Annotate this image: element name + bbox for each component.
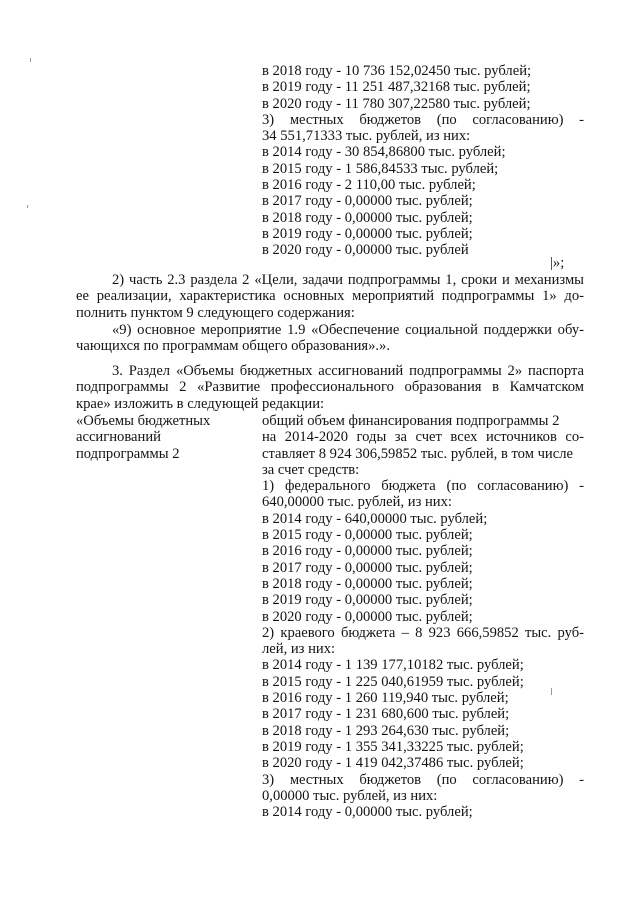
value-line: в 2018 году - 1 293 264,630 тыс. рублей; [262,722,510,739]
value-line: в 2017 году - 0,00000 тыс. рублей; [262,559,473,576]
paragraph-line: 3. Раздел «Объемы бюджетных ассигнований подпрограммы 2» паспорта [112,363,584,379]
value-line: в 2018 году - 0,00000 тыс. рублей; [262,575,473,592]
value-line: ставляет 8 924 306,59852 тыс. рублей, в том числе [262,445,573,462]
list-item: в 2018 году - 10 736 152,02450 тыс. рублей; [262,63,532,79]
list-item: в 2019 году - 0,00000 тыс. рублей; [262,225,473,242]
value-line: в 2014 году - 0,00000 тыс. рублей; [262,804,473,821]
value-line: на 2014-2020 годы за счет всех источников со- [262,429,584,446]
value-line: в 2015 году - 1 225 040,61959 тыс. рублей; [262,673,524,690]
amendment-item-3 [76,363,584,412]
value-line: в 2016 году - 0,00000 тыс. рублей; [262,543,473,560]
value-line: в 2017 году - 1 231 680,600 тыс. рублей; [262,706,510,723]
label-line: ассигнований [76,429,161,446]
passport-field-label [76,413,246,462]
value-line: в 2015 году - 0,00000 тыс. рублей; [262,527,473,544]
paragraph-line: «9) основное мероприятие 1.9 «Обеспечение социальной поддержки обу- [112,322,584,338]
value-line: в 2020 году - 0,00000 тыс. рублей; [262,608,473,625]
value-line: в 2020 году - 1 419 042,37486 тыс. рублей; [262,755,524,772]
value-line: 0,00000 тыс. рублей, из них: [262,787,438,804]
list-item: 34 551,71333 тыс. рублей, из них: [262,128,471,145]
label-line: подпрограммы 2 [76,445,180,462]
label-line: «Объемы бюджетных [76,413,211,429]
value-line: в 2019 году - 0,00000 тыс. рублей; [262,592,473,609]
list-item: в 2020 году - 0,00000 тыс. рублей [262,242,469,259]
closing-quote-mark: |»; [550,255,565,271]
list-item: в 2017 году - 0,00000 тыс. рублей; [262,193,473,210]
scan-speck [30,58,31,62]
value-line: 640,00000 тыс. рублей, из них: [262,494,452,511]
list-item: в 2014 году - 30 854,86800 тыс. рублей; [262,144,506,161]
list-item: в 2015 году - 1 586,84533 тыс. рублей; [262,160,499,177]
value-line: лей, из них: [262,641,336,658]
value-line: в 2016 году - 1 260 119,940 тыс. рублей; [262,690,509,707]
paragraph-line: 2) часть 2.3 раздела 2 «Цели, задачи подпрограммы 1, сроки и механизмы [112,272,584,288]
local-budgets-continuation [262,63,584,259]
list-item: в 2016 году - 2 110,00 тыс. рублей; [262,177,476,194]
amendment-item-2 [76,272,584,321]
list-item: в 2018 году - 0,00000 тыс. рублей; [262,209,473,226]
value-line: за счет средств: [262,461,360,478]
scan-speck [551,688,552,695]
value-line: в 2014 году - 640,00000 тыс. рублей; [262,510,488,527]
paragraph-line: подпрограммы 2 «Развитие профессионального образования в Камчатском [76,379,584,396]
paragraph-line: чающихся по программам общего образования».». [76,338,391,355]
value-line: общий объем финансирования подпрограммы 2 [262,413,560,429]
paragraph-line: ее реализации, характеристика основных мероприятий подпрограммы 1» до- [76,288,584,305]
value-line: 3) местных бюджетов (по согласованию) - [262,771,584,788]
list-item: 3) местных бюджетов (по согласованию) - [262,111,584,128]
list-item: в 2019 году - 11 251 487,32168 тыс. рублей; [262,79,531,96]
value-line: 1) федерального бюджета (по согласованию) - [262,478,584,495]
value-line: в 2014 году - 1 139 177,10182 тыс. рублей; [262,657,524,674]
value-line: в 2019 году - 1 355 341,33225 тыс. рублей; [262,738,524,755]
list-item: в 2020 году - 11 780 307,22580 тыс. рублей; [262,95,531,112]
scan-speck [27,205,28,208]
passport-field-value [262,413,584,820]
value-line: 2) краевого бюджета – 8 923 666,59852 тыс. руб- [262,624,584,641]
amendment-item-9 [76,322,584,355]
paragraph-line: крае» изложить в следующей редакции: [76,395,325,412]
paragraph-line: полнить пунктом 9 следующего содержания: [76,304,355,321]
